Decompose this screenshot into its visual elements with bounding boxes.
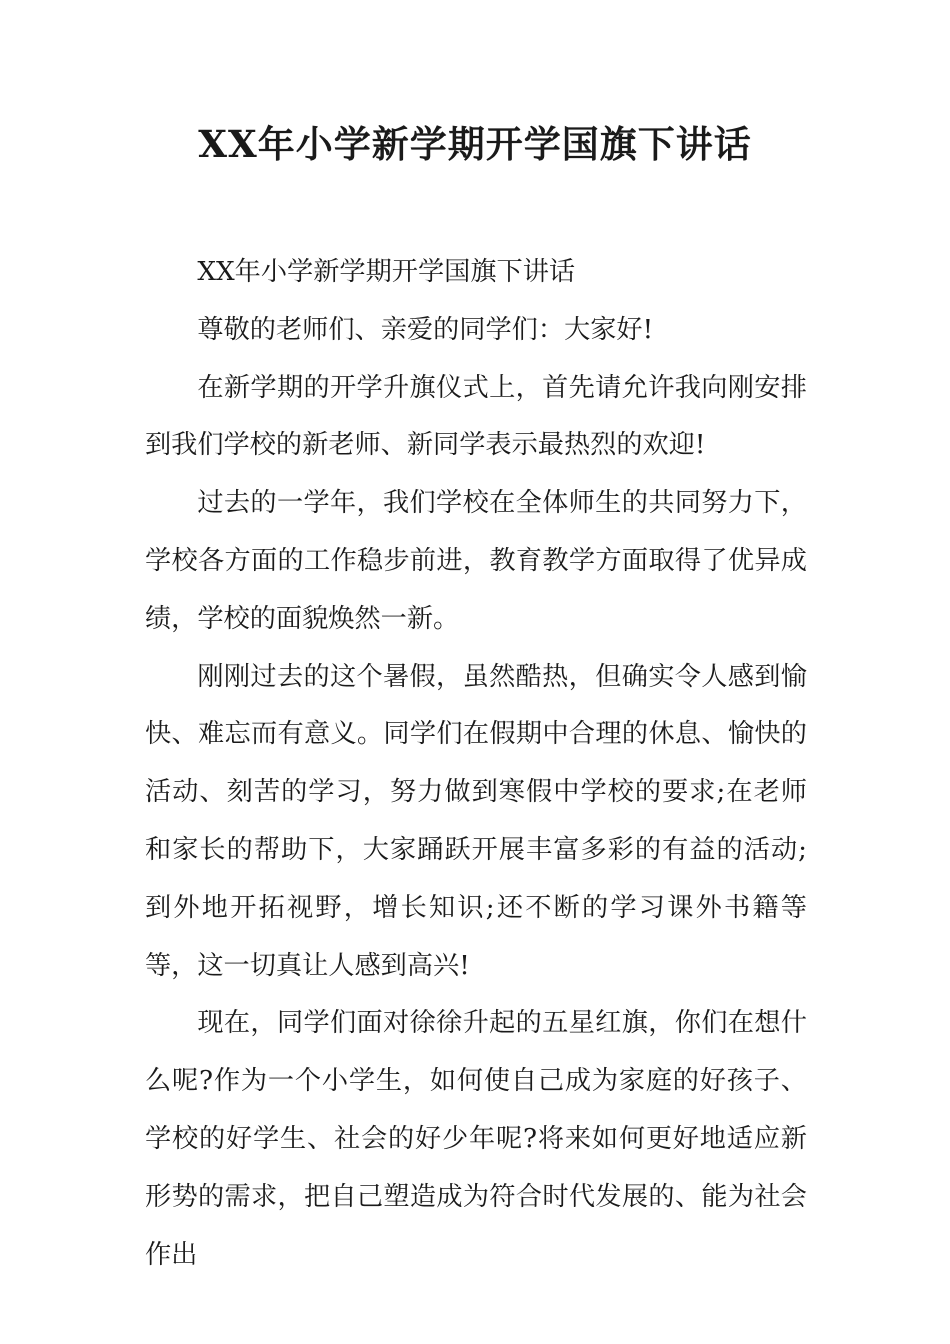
- paragraph-greeting: 尊敬的老师们、亲爱的同学们：大家好!: [197, 314, 654, 345]
- paragraph-welcome: 在新学期的开学升旗仪式上，首先请允许我向刚安排到我们学校的新老师、新同学表示最热烈的欢迎!: [145, 372, 807, 461]
- paragraph-flag-reflection: 现在，同学们面对徐徐升起的五星红旗，你们在想什么呢?作为一个小学生，如何使自己成为家庭的好孩子、学校的好学生、社会的好少年呢?将来如何更好地适应新形势的需求，把自己塑造成为符合时代发展的、能为社会作出: [145, 1008, 807, 1270]
- paragraph-past-year: 过去的一学年，我们学校在全体师生的共同努力下，学校各方面的工作稳步前进，教育教学方面取得了优异成绩，学校的面貌焕然一新。: [145, 488, 807, 634]
- paragraph-summer-holiday: 刚刚过去的这个暑假，虽然酷热，但确实令人感到愉快、难忘而有意义。同学们在假期中合理的休息、愉快的活动、刻苦的学习，努力做到寒假中学校的要求;在老师和家长的帮助下，大家踊跃开展丰富多彩的有益的活动;到外地开拓视野，增长知识;还不断的学习课外书籍等等，这一切真让人感到高兴!: [145, 661, 807, 981]
- paragraph-subtitle: XX年小学新学期开学国旗下讲话: [197, 257, 576, 287]
- document-body: [145, 244, 807, 1284]
- document-title: XX年小学新学期开学国旗下讲话: [198, 122, 752, 166]
